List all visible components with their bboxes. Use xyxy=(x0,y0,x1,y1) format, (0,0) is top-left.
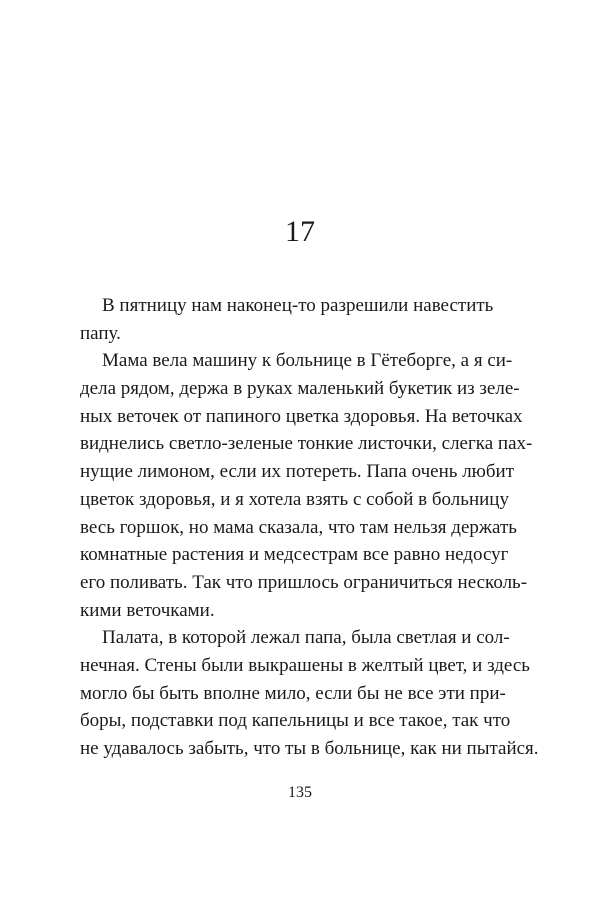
paragraph-1 xyxy=(80,292,494,347)
text-line: дела рядом, держа в руках маленький букетик из зеле- xyxy=(80,378,520,400)
text-line: комнатные растения и медсестрам все равно недосуг xyxy=(80,544,509,566)
text-line: боры, подставки под капельницы и все такое, так что xyxy=(80,710,511,732)
paragraph-2 xyxy=(80,347,533,624)
text-line: его поливать. Так что пришлось ограничиться несколь- xyxy=(80,571,528,593)
text-line: весь горшок, но мама сказала, что там нельзя держать xyxy=(80,516,517,538)
text-line: могло бы быть вполне мило, если бы не все эти при- xyxy=(80,682,506,704)
text-line: Мама вела машину к больнице в Гётеборге, а я си- xyxy=(102,350,513,372)
body-text xyxy=(80,292,539,763)
text-line: кими веточками. xyxy=(80,599,215,621)
text-line: нущие лимоном, если их потереть. Папа очень любит xyxy=(80,461,515,483)
page-number: 135 xyxy=(288,784,312,801)
text-line: Палата, в которой лежал папа, была светлая и сол- xyxy=(102,627,510,649)
text-line: цветок здоровья, и я хотела взять с собой в больницу xyxy=(80,488,509,510)
text-line: виднелись светло-зеленые тонкие листочки, слегка пах- xyxy=(80,433,533,455)
text-line: нечная. Стены были выкрашены в желтый цвет, и здесь xyxy=(80,654,530,676)
paragraph-3 xyxy=(80,624,539,762)
text-line: В пятницу нам наконец-то разрешили навестить xyxy=(102,295,494,316)
text-line: папу. xyxy=(80,322,121,344)
chapter-number: 17 xyxy=(285,215,315,248)
text-line: ных веточек от папиного цветка здоровья. На веточках xyxy=(80,405,523,427)
text-line: не удавалось забыть, что ты в больнице, как ни пытайся. xyxy=(80,738,539,759)
